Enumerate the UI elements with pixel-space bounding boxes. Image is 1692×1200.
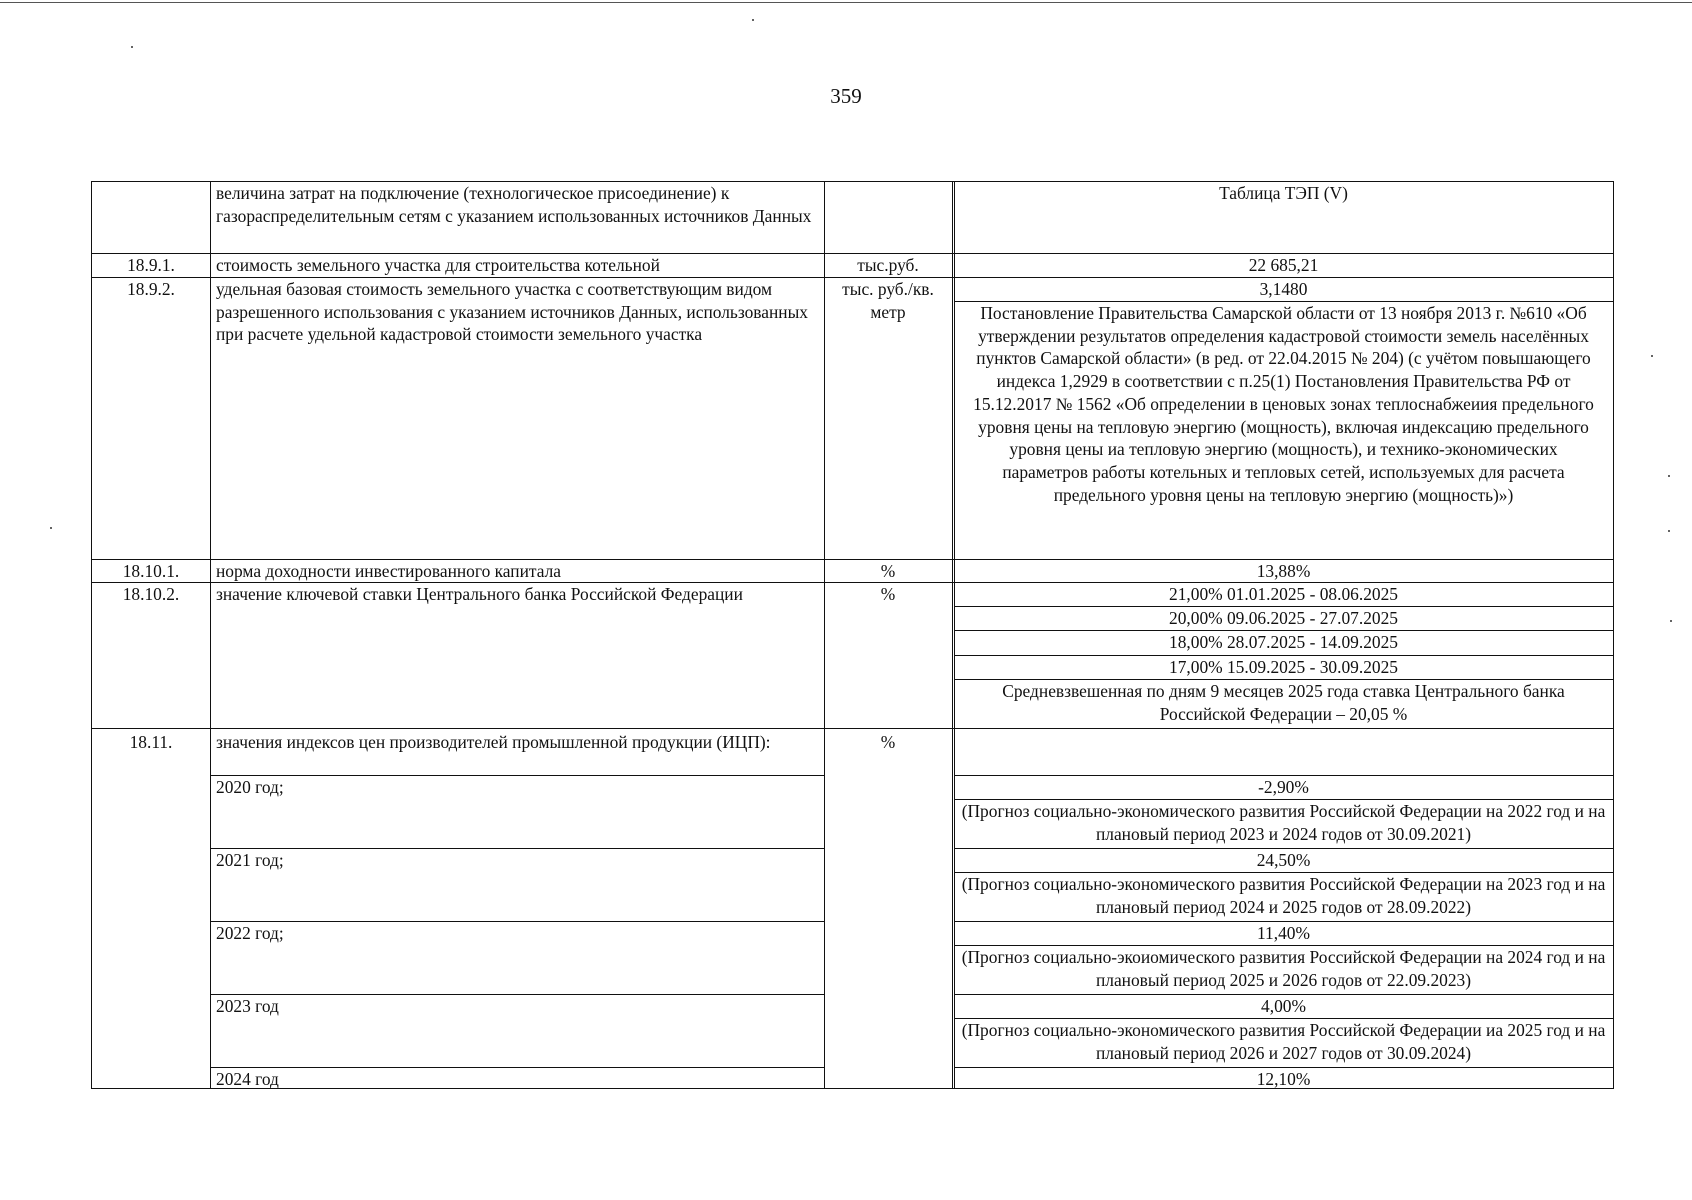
parameter-source: Постановление Правительства Самарской области от 13 ноября 2013 г. №610 «Об утверждении результатов определения кадастровой стоимости земель населённых пунктов Самарской области» (в ред. от 22.04.2015 № 204) (с учётом повышающего индекса 1,2929 в соответствии с п.25(1) Постановления Правительства РФ от 15.12.2017 № 1562 «Об определении в ценовых зонах теплоснабжеиия предельного уровня цены на тепловую энергию (мощность), включая индексацию предельного уровня цены иа тепловую энергию (мощность), и технико-экономических параметров работы котельных и тепловых сетей, используемых для расчета предельного уровня цены на тепловую энергию (мощность)») <box>973 303 1594 505</box>
icp-year-label: 2023 год <box>216 996 279 1016</box>
parameter-unit: % <box>880 584 896 604</box>
icp-year-source: (Прогноз социально-экономического развития Российской Федерации на 2022 год и на плановый период 2023 и 2024 годов от 30.09.2021) <box>961 801 1606 844</box>
scan-speck <box>1668 475 1670 477</box>
parameter-name: значения индексов цен производителей промышленной продукции (ИЦП): <box>216 732 771 752</box>
scan-speck <box>50 527 52 529</box>
row-number: 18.9.1. <box>127 255 175 275</box>
parameter-name: значение ключевой ставки Центрального банка Российской Федерации <box>216 584 743 604</box>
key-rate-weighted-average: Средневзвешенная по дням 9 месяцев 2025 года ставка Центрального банка Российской Федерации – 20,05 % <box>1002 681 1565 724</box>
key-rate-period: 20,00% 09.06.2025 - 27.07.2025 <box>1169 608 1398 628</box>
scan-speck <box>752 19 754 21</box>
scan-speck <box>131 46 133 48</box>
parameter-name: величина затрат на подключение (технологическое присоединение) к газораспределительным сетям с указанием использованных источников Данных <box>216 183 812 226</box>
page-number: 359 <box>830 84 862 108</box>
icp-year-value: 24,50% <box>1256 850 1311 870</box>
icp-year-value: -2,90% <box>1258 777 1309 797</box>
icp-year-source: (Прогноз социально-экономического развития Российской Федерации иа 2025 год и на плановый период 2026 и 2027 годов от 30.09.2024) <box>961 1020 1606 1063</box>
row-number: 18.10.2. <box>122 584 180 604</box>
icp-year-source: (Прогноз социально-экономического развития Российской Федерации на 2023 год и на плановый период 2024 и 2025 годов от 28.09.2022) <box>961 874 1606 917</box>
parameter-unit: % <box>880 732 896 752</box>
icp-year-label: 2021 год; <box>216 850 284 870</box>
scan-top-edge <box>0 2 1692 3</box>
icp-year-label: 2020 год; <box>216 777 284 797</box>
parameter-unit: тыс. руб./кв. метр <box>842 279 934 322</box>
row-number: 18.11. <box>129 732 173 752</box>
column-separator <box>952 182 953 1089</box>
parameter-unit: % <box>880 561 896 581</box>
icp-year-label: 2024 год <box>216 1069 279 1089</box>
scan-speck <box>1651 355 1653 357</box>
key-rate-period: 21,00% 01.01.2025 - 08.06.2025 <box>1169 584 1398 604</box>
icp-year-label: 2022 год; <box>216 923 284 943</box>
parameter-name: норма доходности инвестированного капитала <box>216 561 561 581</box>
scan-speck <box>1670 620 1672 622</box>
parameter-unit: тыс.руб. <box>857 255 919 275</box>
parameter-value: 3,1480 <box>1259 279 1308 299</box>
icp-year-source: (Прогноз социально-экоиомического развития Российской Федерации на 2024 год и на плановый период 2025 и 2026 годов от 22.09.2023) <box>961 947 1606 990</box>
icp-year-value: 11,40% <box>1257 923 1310 943</box>
parameter-value: 22 685,21 <box>1248 255 1319 275</box>
key-rate-period: 17,00% 15.09.2025 - 30.09.2025 <box>1169 657 1398 677</box>
parameter-name: стоимость земельного участка для строительства котельной <box>216 255 660 275</box>
parameter-value: Таблица ТЭП (V) <box>1219 183 1348 203</box>
icp-year-value: 12,10% <box>1256 1069 1311 1089</box>
parameter-value <box>954 731 1613 775</box>
icp-year-value: 4,00% <box>1261 996 1306 1016</box>
row-separator <box>92 728 1613 729</box>
tariff-parameters-table <box>91 181 1614 1089</box>
key-rate-period: 18,00% 28.07.2025 - 14.09.2025 <box>1169 632 1398 652</box>
parameter-value: 13,88% <box>1256 561 1311 581</box>
scan-speck <box>1668 530 1670 532</box>
parameter-name: удельная базовая стоимость земельного участка с соответствующим видом разрешенного использования с указанием источников Данных, использованных при расчете удельной кадастровой стоимости земельного участка <box>216 279 808 345</box>
row-number: 18.10.1. <box>122 561 180 581</box>
row-number: 18.9.2. <box>127 279 175 299</box>
